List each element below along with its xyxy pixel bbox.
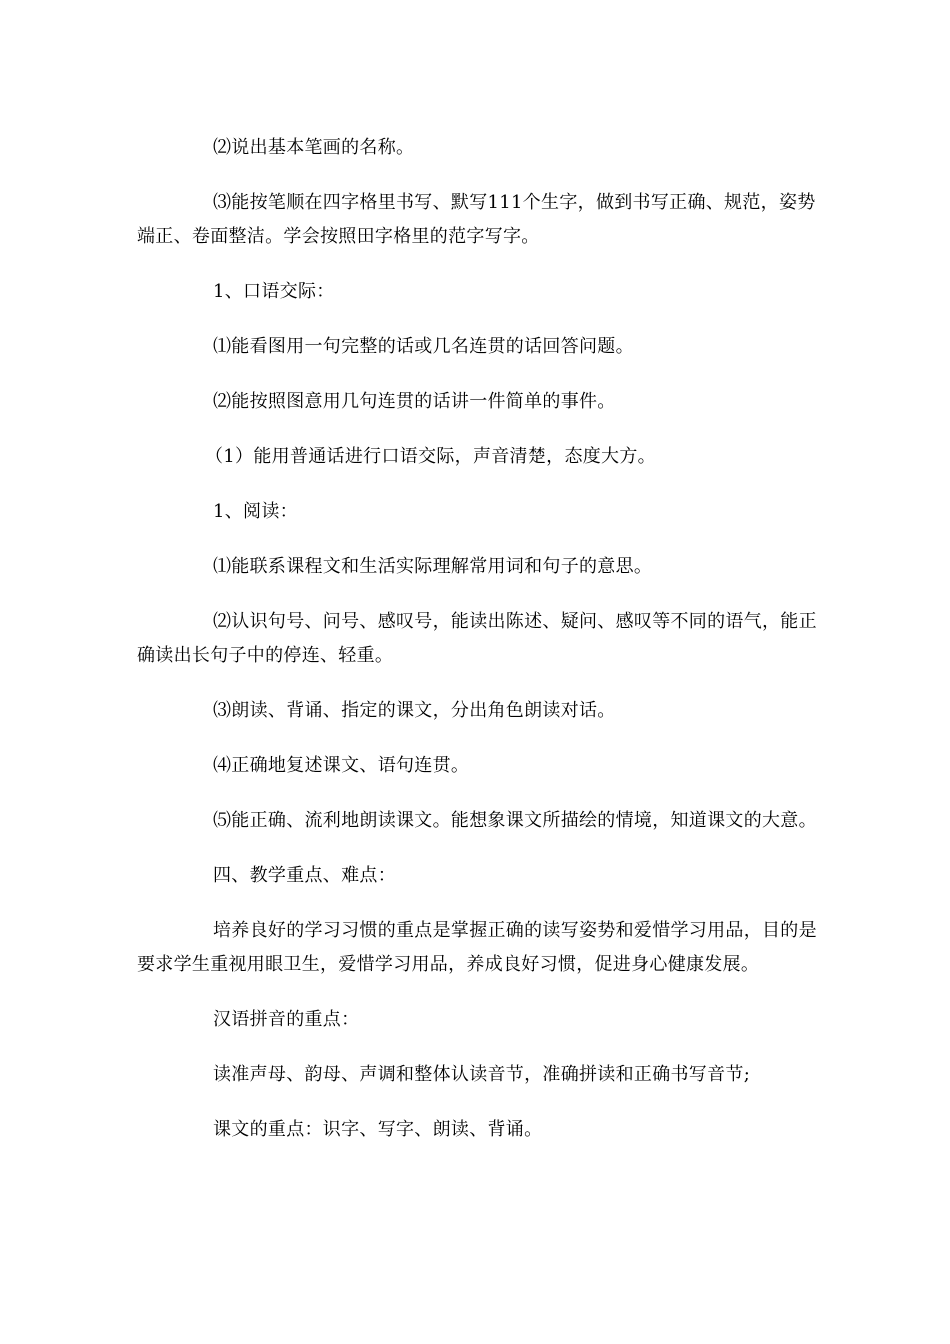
paragraph-picture-story: ⑵能按照图意用几句连贯的话讲一件简单的事件。 [213, 391, 616, 412]
paragraph-recite-texts: ⑶朗读、背诵、指定的课文，分出角色朗读对话。 [213, 700, 616, 721]
paragraph-strokes-names: ⑵说出基本笔画的名称。 [213, 137, 415, 158]
paragraph-study-habits: 培养良好的学习习惯的重点是掌握正确的读写姿势和爱惜学习用品，目的是要求学生重视用眼卫生，爱惜学习用品，养成良好习惯，促进身心健康发展。 [137, 920, 817, 975]
heading-teaching-focus: 四、教学重点、难点： [213, 865, 396, 886]
heading-pinyin-focus: 汉语拼音的重点： [213, 1009, 360, 1030]
paragraph-mandarin-communication: （1）能用普通话进行口语交际，声音清楚，态度大方。 [205, 446, 656, 467]
heading-reading: 1、阅读： [213, 501, 298, 522]
paragraph-text-focus: 课文的重点：识字、写字、朗读、背诵。 [213, 1119, 543, 1140]
paragraph-retell-texts: ⑷正确地复述课文、语句连贯。 [213, 755, 470, 776]
paragraph-pinyin-details: 读准声母、韵母、声调和整体认读音节，准确拼读和正确书写音节; [213, 1064, 751, 1085]
document-body [137, 131, 827, 1168]
heading-oral-communication: 1、口语交际： [213, 281, 335, 302]
paragraph-punctuation-tone: ⑵认识句号、问号、感叹号，能读出陈述、疑问、感叹等不同的语气，能正确读出长句子中的停连、轻重。 [137, 611, 817, 666]
paragraph-picture-answer: ⑴能看图用一句完整的话或几名连贯的话回答问题。 [213, 336, 634, 357]
paragraph-understand-words: ⑴能联系课程文和生活实际理解常用词和句子的意思。 [213, 556, 653, 577]
paragraph-fluent-reading: ⑸能正确、流利地朗读课文。能想象课文所描绘的情境，知道课文的大意。 [213, 810, 817, 831]
paragraph-writing-characters: ⑶能按笔顺在四字格里书写、默写111个生字，做到书写正确、规范，姿势端正、卷面整洁。学会按照田字格里的范字写字。 [137, 192, 816, 247]
